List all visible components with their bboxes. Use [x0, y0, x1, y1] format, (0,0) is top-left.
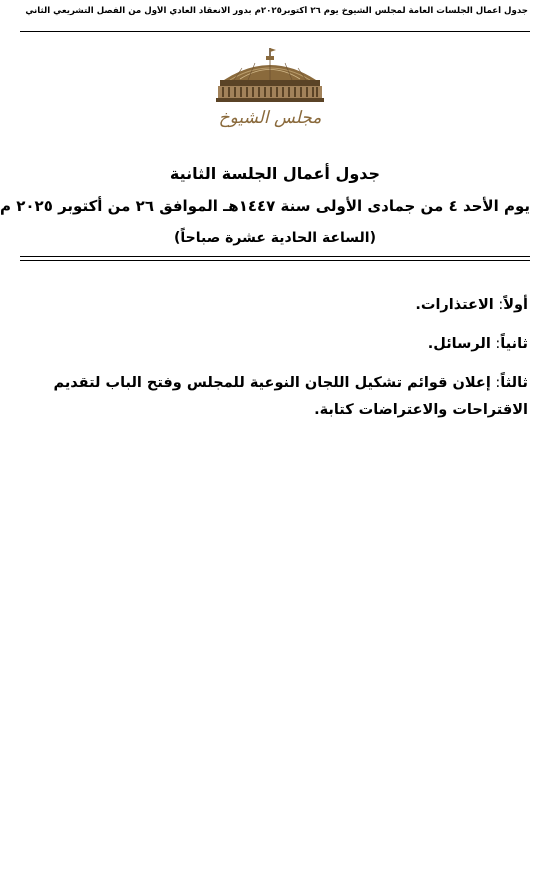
senate-dome-logo-icon [210, 46, 330, 146]
session-date: يوم الأحد ٤ من جمادى الأولى سنة ١٤٤٧هـ الموافق ٢٦ من أكتوبر ٢٠٢٥ م [0, 197, 530, 215]
session-time: (الساعة الحادية عشرة صباحاً) [174, 230, 376, 246]
section-divider [20, 256, 530, 261]
agenda-item-text: إعلان قوائم تشكيل اللجان النوعية للمجلس وفتح الباب لتقديم الاقتراحات والاعتراضات كتابة. [53, 375, 528, 418]
document-title: جدول أعمال الجلسة الثانية [169, 164, 381, 183]
agenda-item-number: ثانياً [500, 336, 528, 352]
agenda-item-separator: : [493, 297, 504, 313]
agenda-item-text: الرسائل. [427, 336, 491, 352]
header-divider [20, 31, 530, 32]
agenda-item [48, 292, 528, 319]
agenda-item [48, 370, 528, 424]
agenda-item [48, 331, 528, 358]
agenda-item-separator: : [490, 336, 501, 352]
agenda-item-number: ثالثاً [500, 375, 528, 391]
logo-wordmark: مجلس الشيوخ [218, 108, 322, 128]
agenda-item-text: الاعتذارات. [415, 297, 494, 313]
agenda-list [48, 292, 528, 436]
agenda-item-number: أولاً [503, 297, 528, 313]
running-header: جدول أعمال الجلسات العامة لمجلس الشيوخ يوم ٢٦ أكتوبر٢٠٢٥م بدور الانعقاد العادي الأول من الفصل التشريعي الثاني [25, 6, 528, 16]
agenda-item-separator: : [490, 375, 501, 391]
